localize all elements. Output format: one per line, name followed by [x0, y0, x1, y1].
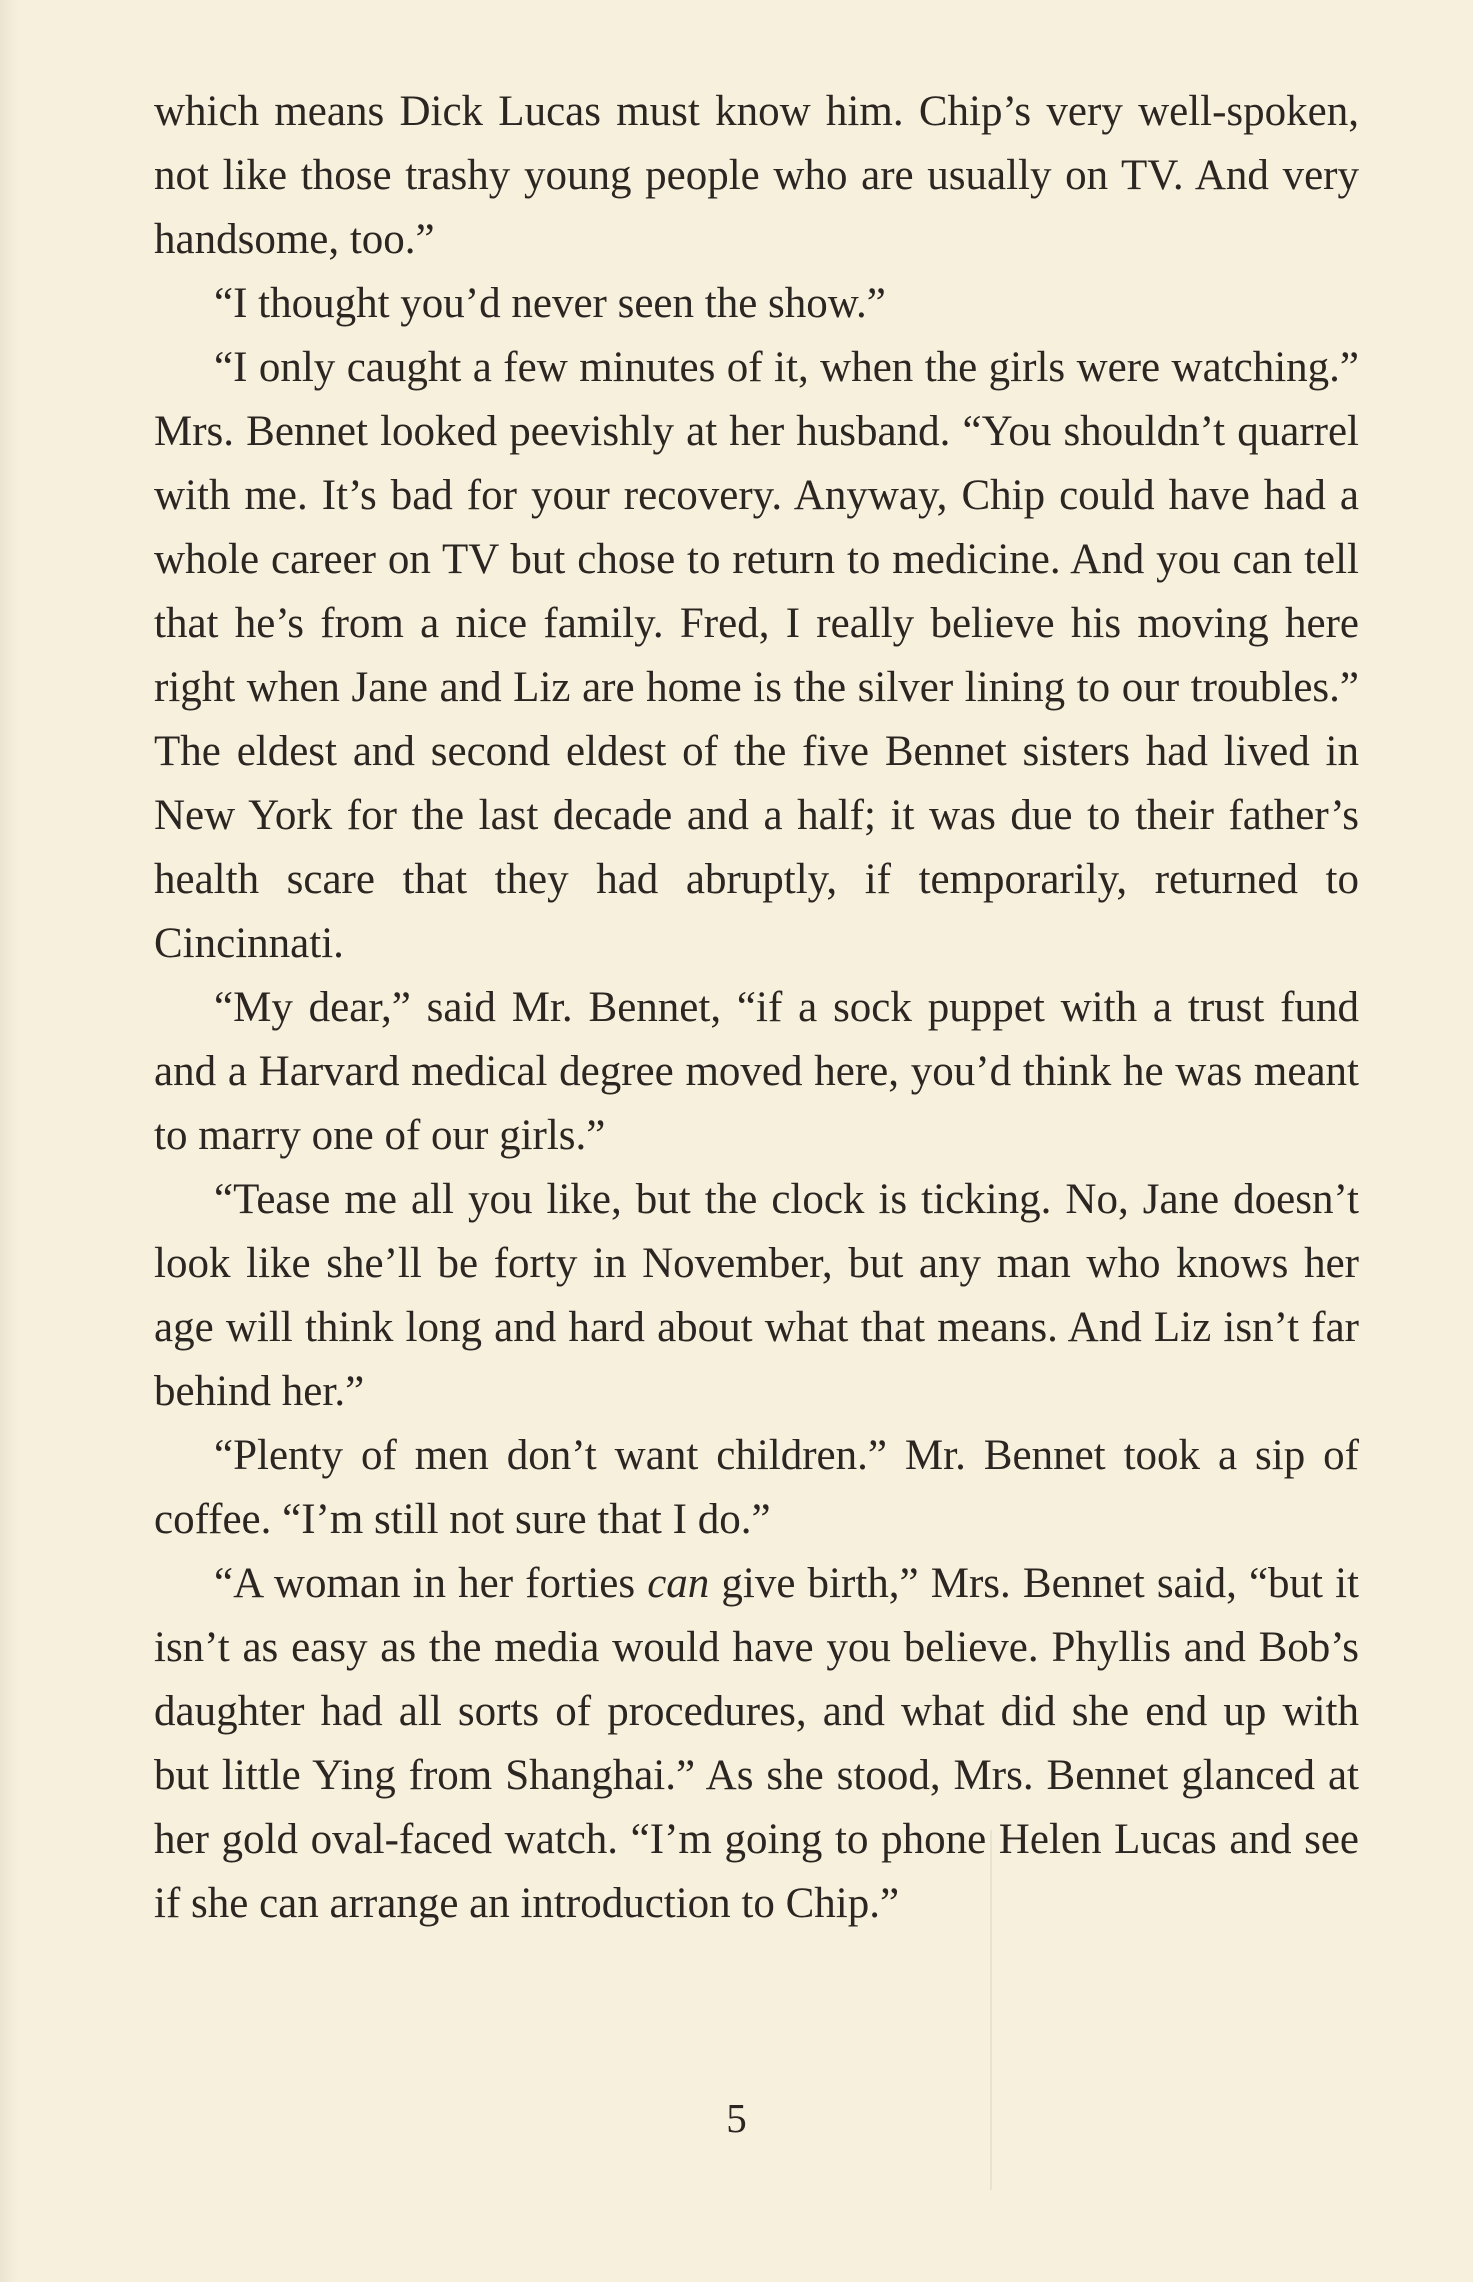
paragraph: “My dear,” said Mr. Bennet, “if a sock puppet with a trust fund and a Harvard medical degree moved here, you’d think he was meant to marry one of our girls.”: [154, 984, 1359, 1159]
emphasis-word: can: [647, 1560, 710, 1607]
page-number: 5: [726, 2095, 747, 2141]
paragraph: which means Dick Lucas must know him. Chip’s very well-spoken, not like those trashy young people who are usually on TV. And very handsome, too.”: [154, 88, 1359, 263]
paragraph: “I thought you’d never seen the show.”: [214, 280, 886, 327]
paragraph: “I only caught a few minutes of it, when the girls were watching.” Mrs. Bennet looked peevishly at her husband. “You shouldn’t quarrel with me. It’s bad for your recovery. Anyway, Chip could have had a whole career on TV but chose to return to medicine. And you can tell that he’s from a nice family. Fred, I really believe his moving here right when Jane and Liz are home is the silver lining to our troubles.” The eldest and second eldest of the five Bennet sisters had lived in New York for the last decade and a half; it was due to their father’s health scare that they had abruptly, if temporarily, returned to Cincinnati.: [154, 344, 1359, 967]
paragraph-text: “A woman in her forties: [214, 1560, 648, 1607]
paragraph: “Plenty of men don’t want children.” Mr. Bennet took a sip of coffee. “I’m still not sure that I do.”: [154, 1432, 1359, 1543]
paragraph: “Tease me all you like, but the clock is ticking. No, Jane doesn’t look like she’ll be forty in November, but any man who knows her age will think long and hard about what that means. And Liz isn’t far behind her.”: [154, 1176, 1359, 1415]
paragraph: [154, 1552, 1359, 1936]
paragraph-text: give birth,” Mrs. Bennet said, “but it isn’t as easy as the media would have you believe. Phyllis and Bob’s daughter had all sorts of procedures, and what did she end up with but little Ying from Shanghai.” As she stood, Mrs. Bennet glanced at her gold oval-faced watch. “I’m going to phone Helen Lucas and see if she can arrange an introduction to Chip.”: [154, 1560, 1360, 1927]
body-text: [154, 80, 1359, 1936]
